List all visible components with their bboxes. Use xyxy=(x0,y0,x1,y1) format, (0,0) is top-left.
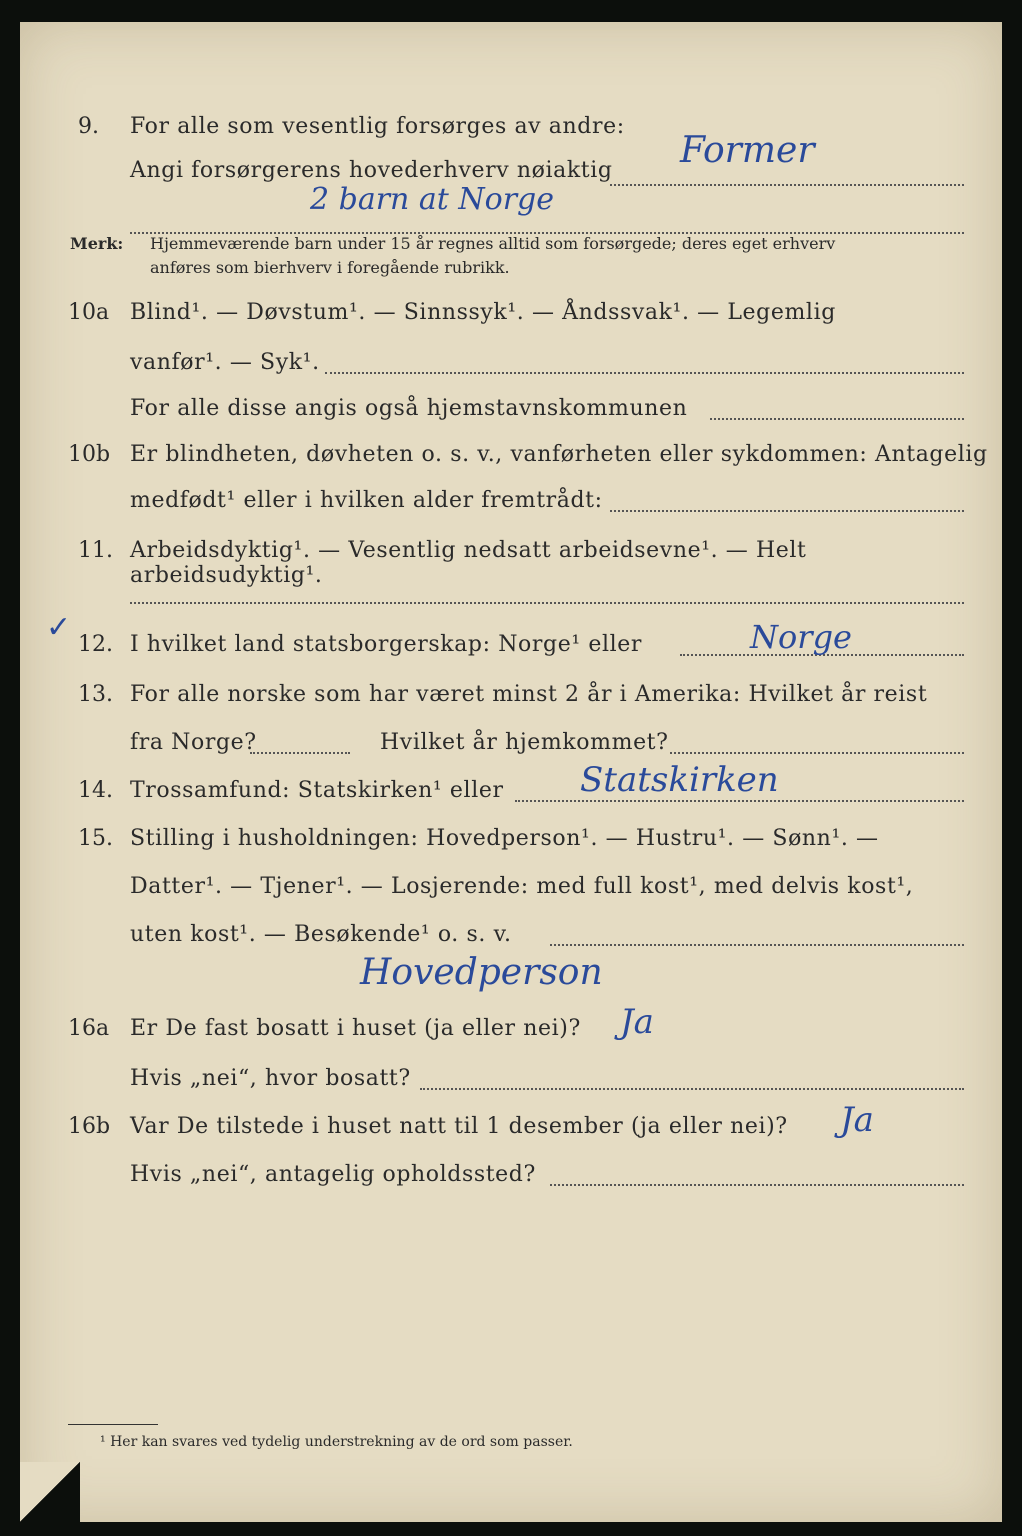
q14-line1: Trossamfund: Statskirken¹ eller xyxy=(130,778,504,803)
q10b-number: 10b xyxy=(68,442,111,467)
q16a-number: 16a xyxy=(68,1016,110,1041)
q10a-line1: Blind¹. — Døvstum¹. — Sinnssyk¹. — Åndssvak¹. — Legemlig xyxy=(130,300,836,325)
q14-dotted-line xyxy=(515,800,964,802)
merk-line2: anføres som bierhverv i foregående rubrikk. xyxy=(150,258,510,277)
q11-dotted-line xyxy=(130,602,964,604)
q16b-answer: Ja xyxy=(840,1100,874,1140)
footnote-body: Her kan svares ved tydelig understrekning av de ord som passer. xyxy=(110,1434,573,1450)
merk-label: Merk: xyxy=(70,234,124,253)
q14-answer: Statskirken xyxy=(580,760,779,800)
q16b-number: 16b xyxy=(68,1114,111,1139)
q10b-dotted-line xyxy=(610,510,964,512)
q12-line1: I hvilket land statsborgerskap: Norge¹ eller xyxy=(130,632,642,657)
q13-number: 13. xyxy=(78,682,113,707)
q11-line1: Arbeidsdyktig¹. — Vesentlig nedsatt arbeidsevne¹. — Helt arbeidsudyktig¹. xyxy=(130,538,807,588)
checkmark-icon: ✓ xyxy=(46,610,72,645)
q12-answer: Norge xyxy=(750,618,852,656)
footnote-rule xyxy=(68,1424,158,1425)
q13-dotted-line-2 xyxy=(670,752,964,754)
q13-dotted-line-1 xyxy=(250,752,350,754)
q9-number: 9. xyxy=(78,114,99,139)
q10a-line3: For alle disse angis også hjemstavnskommunen xyxy=(130,396,688,421)
q10b-line2: medfødt¹ eller i hvilken alder fremtrådt: xyxy=(130,488,603,513)
footnote-mark: ¹ xyxy=(100,1434,106,1450)
folded-corner xyxy=(20,1462,80,1522)
q10b-line1: Er blindheten, døvheten o. s. v., vanførheten eller sykdommen: Antagelig xyxy=(130,442,988,467)
q10a-dotted-line-2 xyxy=(710,418,964,420)
q9-answer-children: 2 barn at Norge xyxy=(310,182,554,217)
q9-dotted-line xyxy=(610,184,964,186)
q15-line3: uten kost¹. — Besøkende¹ o. s. v. xyxy=(130,922,512,947)
q15-line1: Stilling i husholdningen: Hovedperson¹. — Hustru¹. — Sønn¹. — xyxy=(130,826,879,851)
q16b-dotted-line xyxy=(550,1184,964,1186)
footnote-text xyxy=(100,1434,573,1450)
q15-answer: Hovedperson xyxy=(360,952,603,993)
q16b-line1: Var De tilstede i huset natt til 1 desember (ja eller nei)? xyxy=(130,1114,788,1139)
q13-line1: For alle norske som har været minst 2 år i Amerika: Hvilket år reist xyxy=(130,682,928,707)
q9-line1: For alle som vesentlig forsørges av andre: xyxy=(130,114,625,139)
q14-number: 14. xyxy=(78,778,113,803)
q16a-line2: Hvis „nei“, hvor bosatt? xyxy=(130,1066,411,1091)
q12-number: 12. xyxy=(78,632,113,657)
q10a-number: 10a xyxy=(68,300,110,325)
q16a-dotted-line xyxy=(420,1088,964,1090)
q9-line2: Angi forsørgerens hovederhverv nøiaktig xyxy=(130,158,613,183)
q13-line2a: fra Norge? xyxy=(130,730,257,755)
q16a-answer: Ja xyxy=(620,1002,654,1042)
census-form-page xyxy=(20,22,1002,1522)
q11-number: 11. xyxy=(78,538,113,563)
q16b-line2: Hvis „nei“, antagelig opholdssted? xyxy=(130,1162,536,1187)
q15-dotted-line xyxy=(550,944,964,946)
q13-line2b: Hvilket år hjemkommet? xyxy=(380,730,669,755)
q16a-line1: Er De fast bosatt i huset (ja eller nei)? xyxy=(130,1016,581,1041)
merk-line1: Hjemmeværende barn under 15 år regnes alltid som forsørgede; deres eget erhverv xyxy=(150,234,836,253)
q15-number: 15. xyxy=(78,826,113,851)
q15-line2: Datter¹. — Tjener¹. — Losjerende: med full kost¹, med delvis kost¹, xyxy=(130,874,914,899)
q10a-line2: vanfør¹. — Syk¹. xyxy=(130,350,320,375)
q10a-dotted-line xyxy=(325,372,964,374)
q9-answer-occupation: Former xyxy=(680,130,815,171)
